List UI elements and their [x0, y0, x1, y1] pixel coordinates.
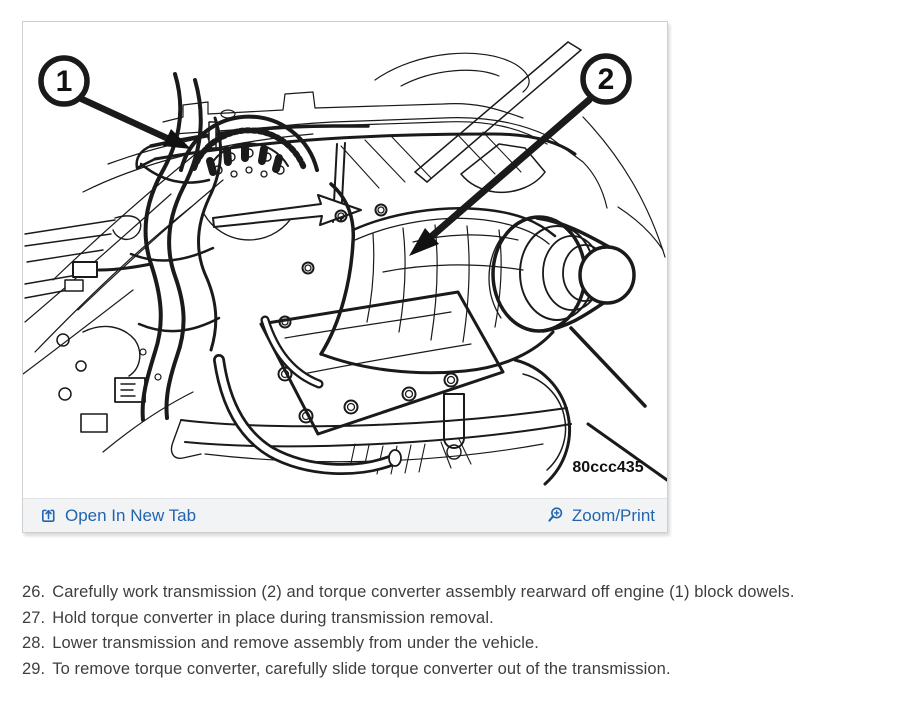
open-in-new-tab-link[interactable]	[39, 506, 196, 525]
callout-2	[409, 56, 629, 256]
step-text: To remove torque converter, carefully slide torque converter out of the transmission.	[52, 659, 671, 678]
figure-image	[23, 22, 667, 498]
step-text: Hold torque converter in place during transmission removal.	[52, 608, 494, 627]
step-28	[22, 631, 894, 657]
figure-card	[22, 21, 668, 533]
engine-transmission-diagram	[23, 22, 667, 498]
figure-code-label: 80ccc435	[572, 459, 644, 476]
step-number: 27.	[22, 608, 46, 627]
mount-bracket	[444, 394, 464, 459]
step-26	[22, 580, 894, 606]
callout-2-number: 2	[597, 63, 615, 96]
zoom-print-icon	[546, 506, 565, 525]
callout-1-number: 1	[55, 65, 73, 98]
step-number: 26.	[22, 583, 46, 601]
callout-1	[41, 58, 191, 149]
step-29	[22, 657, 894, 683]
fender-arc-lines	[23, 152, 223, 452]
step-number: 29.	[22, 659, 46, 678]
step-number: 28.	[22, 634, 46, 652]
engine-block-details	[57, 326, 161, 432]
tail-housing	[489, 217, 634, 331]
step-text: Carefully work transmission (2) and torque converter assembly rearward off engine (1) block dowels.	[52, 583, 795, 601]
zoom-print-label: Zoom/Print	[571, 506, 655, 525]
instruction-steps	[22, 580, 894, 682]
open-in-new-tab-label: Open In New Tab	[65, 506, 197, 525]
diagonal-strut	[415, 42, 581, 192]
step-text: Lower transmission and remove assembly from under the vehicle.	[52, 634, 539, 652]
zoom-print-link[interactable]	[546, 506, 655, 525]
open-in-new-tab-icon	[39, 506, 58, 525]
step-27	[22, 606, 894, 632]
figure-footer-bar	[23, 498, 667, 532]
